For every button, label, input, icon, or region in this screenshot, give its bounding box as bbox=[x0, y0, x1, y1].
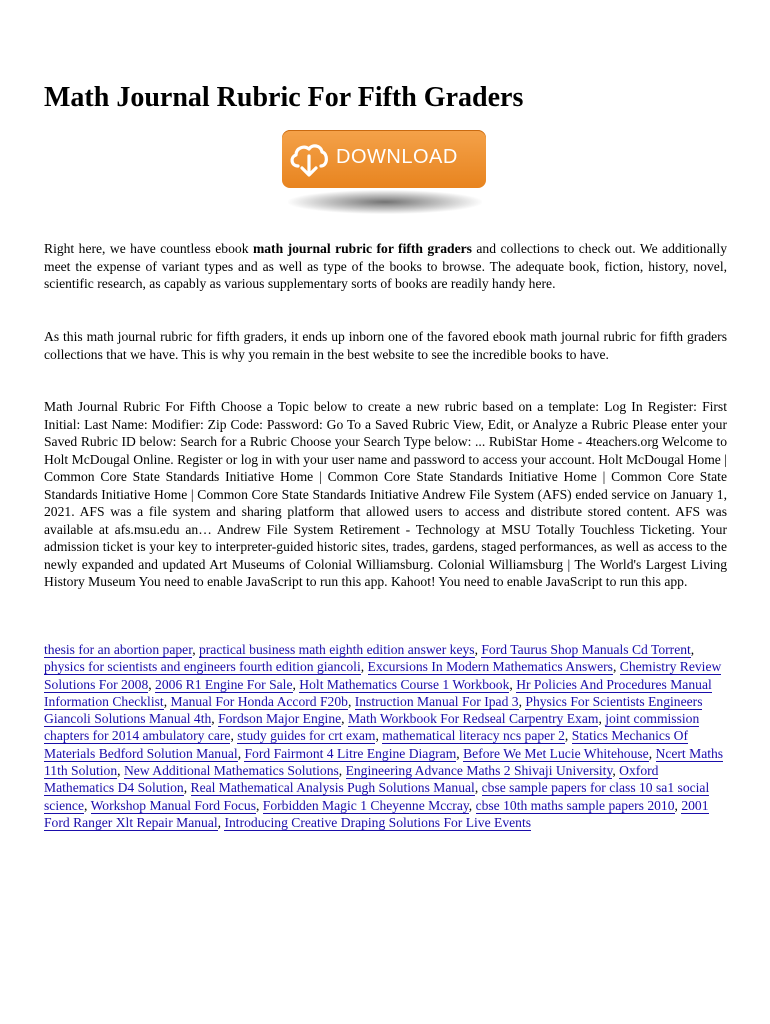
related-link[interactable]: thesis for an abortion paper bbox=[44, 642, 193, 657]
related-links bbox=[44, 641, 727, 831]
link-separator: , bbox=[192, 642, 199, 657]
link-separator: , bbox=[474, 780, 482, 796]
download-label: DOWNLOAD bbox=[336, 146, 458, 168]
link-separator: , bbox=[518, 693, 526, 709]
related-link[interactable]: Introducing Creative Draping Solutions For Live Events bbox=[224, 814, 532, 830]
link-separator: , bbox=[564, 728, 572, 744]
link-separator: , bbox=[612, 659, 620, 675]
related-link[interactable]: Ncert Maths 11th Solution bbox=[44, 745, 724, 779]
related-link[interactable]: Holt Mathematics Course 1 Workbook bbox=[299, 676, 510, 692]
link-separator: , bbox=[230, 728, 238, 744]
related-link[interactable]: Forbidden Magic 1 Cheyenne Mccray bbox=[262, 797, 469, 813]
link-separator: , bbox=[375, 728, 383, 744]
related-link[interactable]: Before We Met Lucie Whitehouse bbox=[463, 745, 649, 761]
download-button-shadow bbox=[288, 190, 482, 214]
related-link[interactable]: practical business math eighth edition answer keys bbox=[198, 642, 475, 657]
link-separator: , bbox=[211, 711, 219, 727]
related-link[interactable]: Manual For Honda Accord F20b bbox=[170, 693, 348, 709]
link-separator: , bbox=[84, 797, 91, 813]
related-link[interactable]: Workshop Manual Ford Focus bbox=[90, 797, 256, 813]
link-separator: , bbox=[347, 693, 355, 709]
related-link[interactable]: Statics Mechanics Of Materials Bedford Solution Manual bbox=[44, 728, 688, 761]
link-separator: , bbox=[338, 763, 346, 779]
link-separator: , bbox=[292, 676, 300, 692]
download-button[interactable] bbox=[282, 130, 486, 188]
related-link[interactable]: 2006 R1 Engine For Sale bbox=[155, 676, 293, 692]
link-separator: , bbox=[674, 797, 682, 813]
link-separator: , bbox=[474, 642, 482, 657]
intro-keyword: math journal rubric for fifth graders bbox=[252, 241, 472, 256]
intro-paragraph bbox=[44, 240, 727, 293]
related-link[interactable]: cbse sample papers for class 10 sa1 social science bbox=[44, 780, 710, 813]
related-link[interactable]: Real Mathematical Analysis Pugh Solutions Manual bbox=[190, 780, 475, 796]
related-link[interactable]: New Additional Mathematics Solutions bbox=[123, 763, 339, 779]
related-link[interactable]: Ford Fairmont 4 Litre Engine Diagram bbox=[244, 745, 457, 761]
link-separator: , bbox=[612, 763, 620, 779]
related-link[interactable]: physics for scientists and engineers fourth edition giancoli bbox=[44, 659, 361, 675]
related-link[interactable]: Excursions In Modern Mathematics Answers bbox=[367, 659, 613, 675]
related-link[interactable]: Ford Taurus Shop Manuals Cd Torrent bbox=[481, 642, 691, 657]
cloud-download-icon bbox=[286, 136, 332, 182]
link-separator: , bbox=[341, 711, 348, 727]
link-separator: , bbox=[237, 745, 245, 761]
page-title: Math Journal Rubric For Fifth Graders bbox=[44, 82, 524, 113]
intro-text-after: and collections to check out. We additionally meet the expense of variant types and as well as type of the books to browse. The adequate book, fiction, history, novel, scientific research, as capably as various supplementary sorts of books are readily handy here. bbox=[44, 241, 728, 291]
download-area bbox=[282, 130, 488, 220]
related-link[interactable]: Instruction Manual For Ipad 3 bbox=[354, 693, 519, 709]
link-separator: , bbox=[148, 676, 156, 692]
link-separator: , bbox=[255, 797, 263, 813]
related-link[interactable]: 2001 Ford Ranger Xlt Repair Manual bbox=[44, 797, 709, 830]
intro-text-before: Right here, we have countless ebook bbox=[44, 241, 253, 256]
related-link[interactable]: cbse 10th maths sample papers 2010 bbox=[475, 797, 675, 813]
related-link[interactable]: mathematical literacy ncs paper 2 bbox=[382, 728, 565, 744]
link-separator: , bbox=[468, 797, 476, 813]
description-paragraph: Math Journal Rubric For Fifth Choose a Topic below to create a new rubric based on a template: Log In Register: First Initial: Last Name: Modifier: Zip Code: Password: Go To a Saved Rubric View, Edit, or Analyze a Rubric Please enter your Saved Rubric ID below: Search for a Rubric Choose your Search Type below: ... RubiStar Home - 4teachers.org Welcome to Holt McDougal Online. Register or log in with your user name and password to access your account. Holt McDougal Home | Common Core State Standards Initiative Home | Common Core State Standards Initiative Home | Common Core State Standards Initiative Home | Common Core State Standards Initiative Andrew File System (AFS) ended service on January 1, 2021. AFS was a file system and sharing platform that allowed users to access and distribute stored content. AFS was available at afs.msu.edu an… Andrew File System Retirement - Technology at MSU Totally Touchless Ticketing. Your admission ticket is your key to interpreter-guided historic sites, trades, gardens, staged performances, as well as access to the newly expanded and updated Art Museums of Colonial Williamsburg. Colonial Williamsburg | The World's Largest Living History Museum You need to enable JavaScript to run this app. Kahoot! You need to enable JavaScript to run this app. bbox=[44, 399, 727, 589]
link-separator: , bbox=[456, 745, 464, 761]
link-separator: , bbox=[598, 711, 606, 727]
link-separator: , bbox=[217, 814, 225, 830]
related-link[interactable]: Oxford Mathematics D4 Solution bbox=[44, 763, 659, 796]
related-link[interactable]: joint commission chapters for 2014 ambulatory care bbox=[44, 711, 700, 744]
related-link[interactable]: Fordson Major Engine bbox=[218, 711, 342, 727]
second-paragraph: As this math journal rubric for fifth graders, it ends up inborn one of the favored ebook math journal rubric for fifth graders collections that we have. This is why you remain in the best website to see the incredible books to have. bbox=[44, 329, 727, 362]
link-separator: , bbox=[648, 745, 656, 761]
link-separator: , bbox=[163, 693, 171, 709]
related-link[interactable]: Math Workbook For Redseal Carpentry Exam bbox=[347, 711, 599, 727]
link-separator: , bbox=[690, 642, 695, 657]
related-link[interactable]: Hr Policies And Procedures Manual Information Checklist bbox=[44, 676, 712, 709]
link-separator: , bbox=[360, 659, 368, 675]
related-link[interactable]: Physics For Scientists Engineers Giancoli Solutions Manual 4th bbox=[44, 693, 703, 727]
link-separator: , bbox=[183, 780, 191, 796]
link-separator: , bbox=[117, 763, 124, 779]
related-link[interactable]: study guides for crt exam bbox=[237, 728, 376, 744]
related-link[interactable]: Chemistry Review Solutions For 2008 bbox=[44, 659, 722, 692]
related-link[interactable]: Engineering Advance Maths 2 Shivaji University bbox=[345, 763, 613, 779]
link-separator: , bbox=[509, 676, 517, 692]
